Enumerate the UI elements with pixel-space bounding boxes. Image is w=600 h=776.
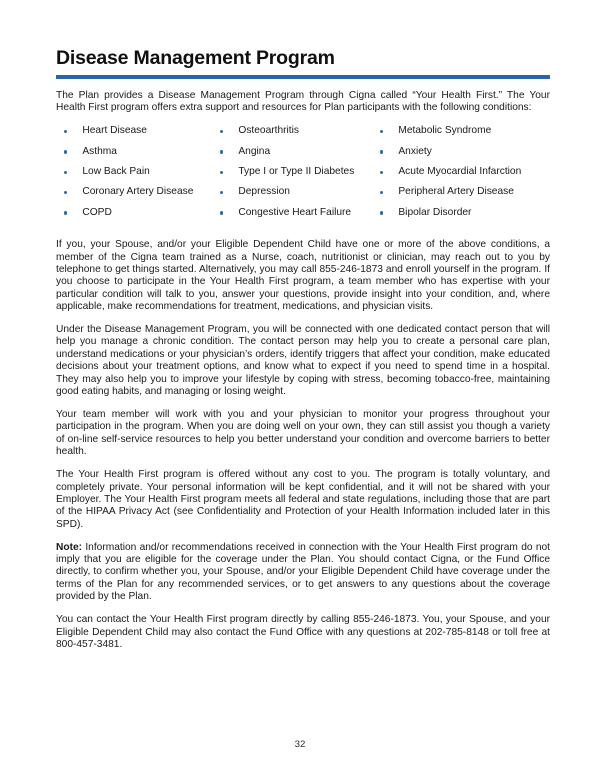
note-body: Information and/or recommendations received in connection with the Your Health First program do not imply that you are eligible for the coverage under the Plan. You should contact Cigna, or the Fund Office directly, to confirm whether you, your Spouse, and/or your Eligible Dependent Child have coverage under the terms of the Plan for any recommended services, or to get answers to any questions about the coverage provided by the Plan. — [56, 541, 550, 603]
paragraph-note — [56, 542, 550, 604]
bullet-icon — [380, 130, 383, 133]
paragraph-contact-info: You can contact the Your Health First program directly by calling 855-246-1873. You, your Spouse, and your Eligible Dependent Child may also contact the Fund Office with any questions at 202-785-8148 or toll free at 800-457-3481. — [56, 614, 550, 650]
list-item — [376, 166, 550, 186]
bullet-icon — [380, 191, 383, 194]
bullet-icon — [64, 191, 67, 194]
list-item — [216, 125, 376, 145]
condition-label: Metabolic Syndrome — [398, 125, 492, 137]
bullet-icon — [220, 211, 223, 214]
page-content — [56, 48, 550, 651]
list-item — [376, 125, 550, 145]
bullet-icon — [64, 130, 67, 133]
page-title: Disease Management Program — [56, 47, 335, 69]
list-item — [376, 186, 550, 206]
condition-label: COPD — [82, 206, 112, 218]
condition-label: Acute Myocardial Infarction — [398, 165, 522, 177]
bullet-icon — [220, 191, 223, 194]
condition-label: Low Back Pain — [82, 165, 150, 177]
list-item — [56, 207, 216, 227]
bullet-icon — [380, 171, 383, 174]
bullet-icon — [64, 150, 67, 153]
bullet-icon — [220, 150, 223, 153]
bullet-icon — [380, 150, 383, 153]
paragraph-contact-person: Under the Disease Management Program, you will be connected with one dedicated contact person that will help you manage a chronic condition. The contact person may help you to create a personal care plan, understand medications or your physician’s orders, identify triggers that affect your condition, make educated decisions about your treatment options, and know what to expect if you need to spend time in a hospital. They may also help you to improve your lifestyle by coping with stress, becoming tobacco-free, maintaining good eating habits, and managing or losing weight. — [56, 324, 550, 398]
condition-label: Anxiety — [398, 145, 432, 157]
conditions-list — [56, 125, 550, 227]
condition-label: Coronary Artery Disease — [82, 186, 194, 198]
list-item — [56, 125, 216, 145]
bullet-icon — [220, 171, 223, 174]
list-item — [216, 186, 376, 206]
paragraph-team-member: Your team member will work with you and your physician to monitor your progress throughout your participation in the program. When you are doing well on your own, they can still assist you though a variety of on-line self-service resources to help you better understand your condition and overcome barriers to better health. — [56, 408, 550, 458]
bullet-icon — [64, 211, 67, 214]
paragraph-cost-privacy: The Your Health First program is offered without any cost to you. The program is totally voluntary, and completely private. Your personal information will be kept confidential, and it will not be shared with your Employer. The Your Health First program meets all federal and state regulations, including those that are part of the HIPAA Privacy Act (see Confidentiality and Protection of your Health Information included later in this SPD). — [56, 469, 550, 530]
condition-label: Asthma — [82, 145, 117, 157]
condition-label: Congestive Heart Failure — [238, 206, 352, 218]
title-divider — [56, 75, 550, 79]
condition-label: Osteoarthritis — [238, 125, 299, 137]
note-label: Note: — [56, 541, 83, 553]
condition-label: Bipolar Disorder — [398, 206, 472, 218]
list-item — [216, 166, 376, 186]
list-item — [56, 146, 216, 166]
list-item — [376, 207, 550, 227]
page-number: 32 — [294, 739, 306, 750]
bullet-icon — [220, 130, 223, 133]
paragraph-enrollment: If you, your Spouse, and/or your Eligible Dependent Child have one or more of the above conditions, a member of the Cigna team trained as a Nurse, coach, nutritionist or clinician, may reach out to you by telephone to get things started. Alternatively, you may call 855-246-1873 and enroll yourself in the program. If you choose to participate in the Your Health First program, a team member who has expertise with your particular condition will talk to you, answer your questions, provide insight into your condition, and, where applicable, make recommendations for treatment, medications, and physician visits. — [56, 239, 550, 313]
list-item — [56, 166, 216, 186]
condition-label: Peripheral Artery Disease — [398, 186, 514, 198]
list-item — [56, 186, 216, 206]
condition-label: Angina — [238, 145, 271, 157]
list-item — [216, 207, 376, 227]
bullet-icon — [64, 171, 67, 174]
list-item — [376, 146, 550, 166]
condition-label: Depression — [238, 186, 290, 198]
intro-paragraph: The Plan provides a Disease Management Program through Cigna called “Your Health First.” The Your Health First program offers extra support and resources for Plan participants with the following conditions: — [56, 89, 550, 114]
condition-label: Type I or Type II Diabetes — [238, 165, 355, 177]
condition-label: Heart Disease — [82, 125, 147, 137]
list-item — [216, 146, 376, 166]
bullet-icon — [380, 211, 383, 214]
